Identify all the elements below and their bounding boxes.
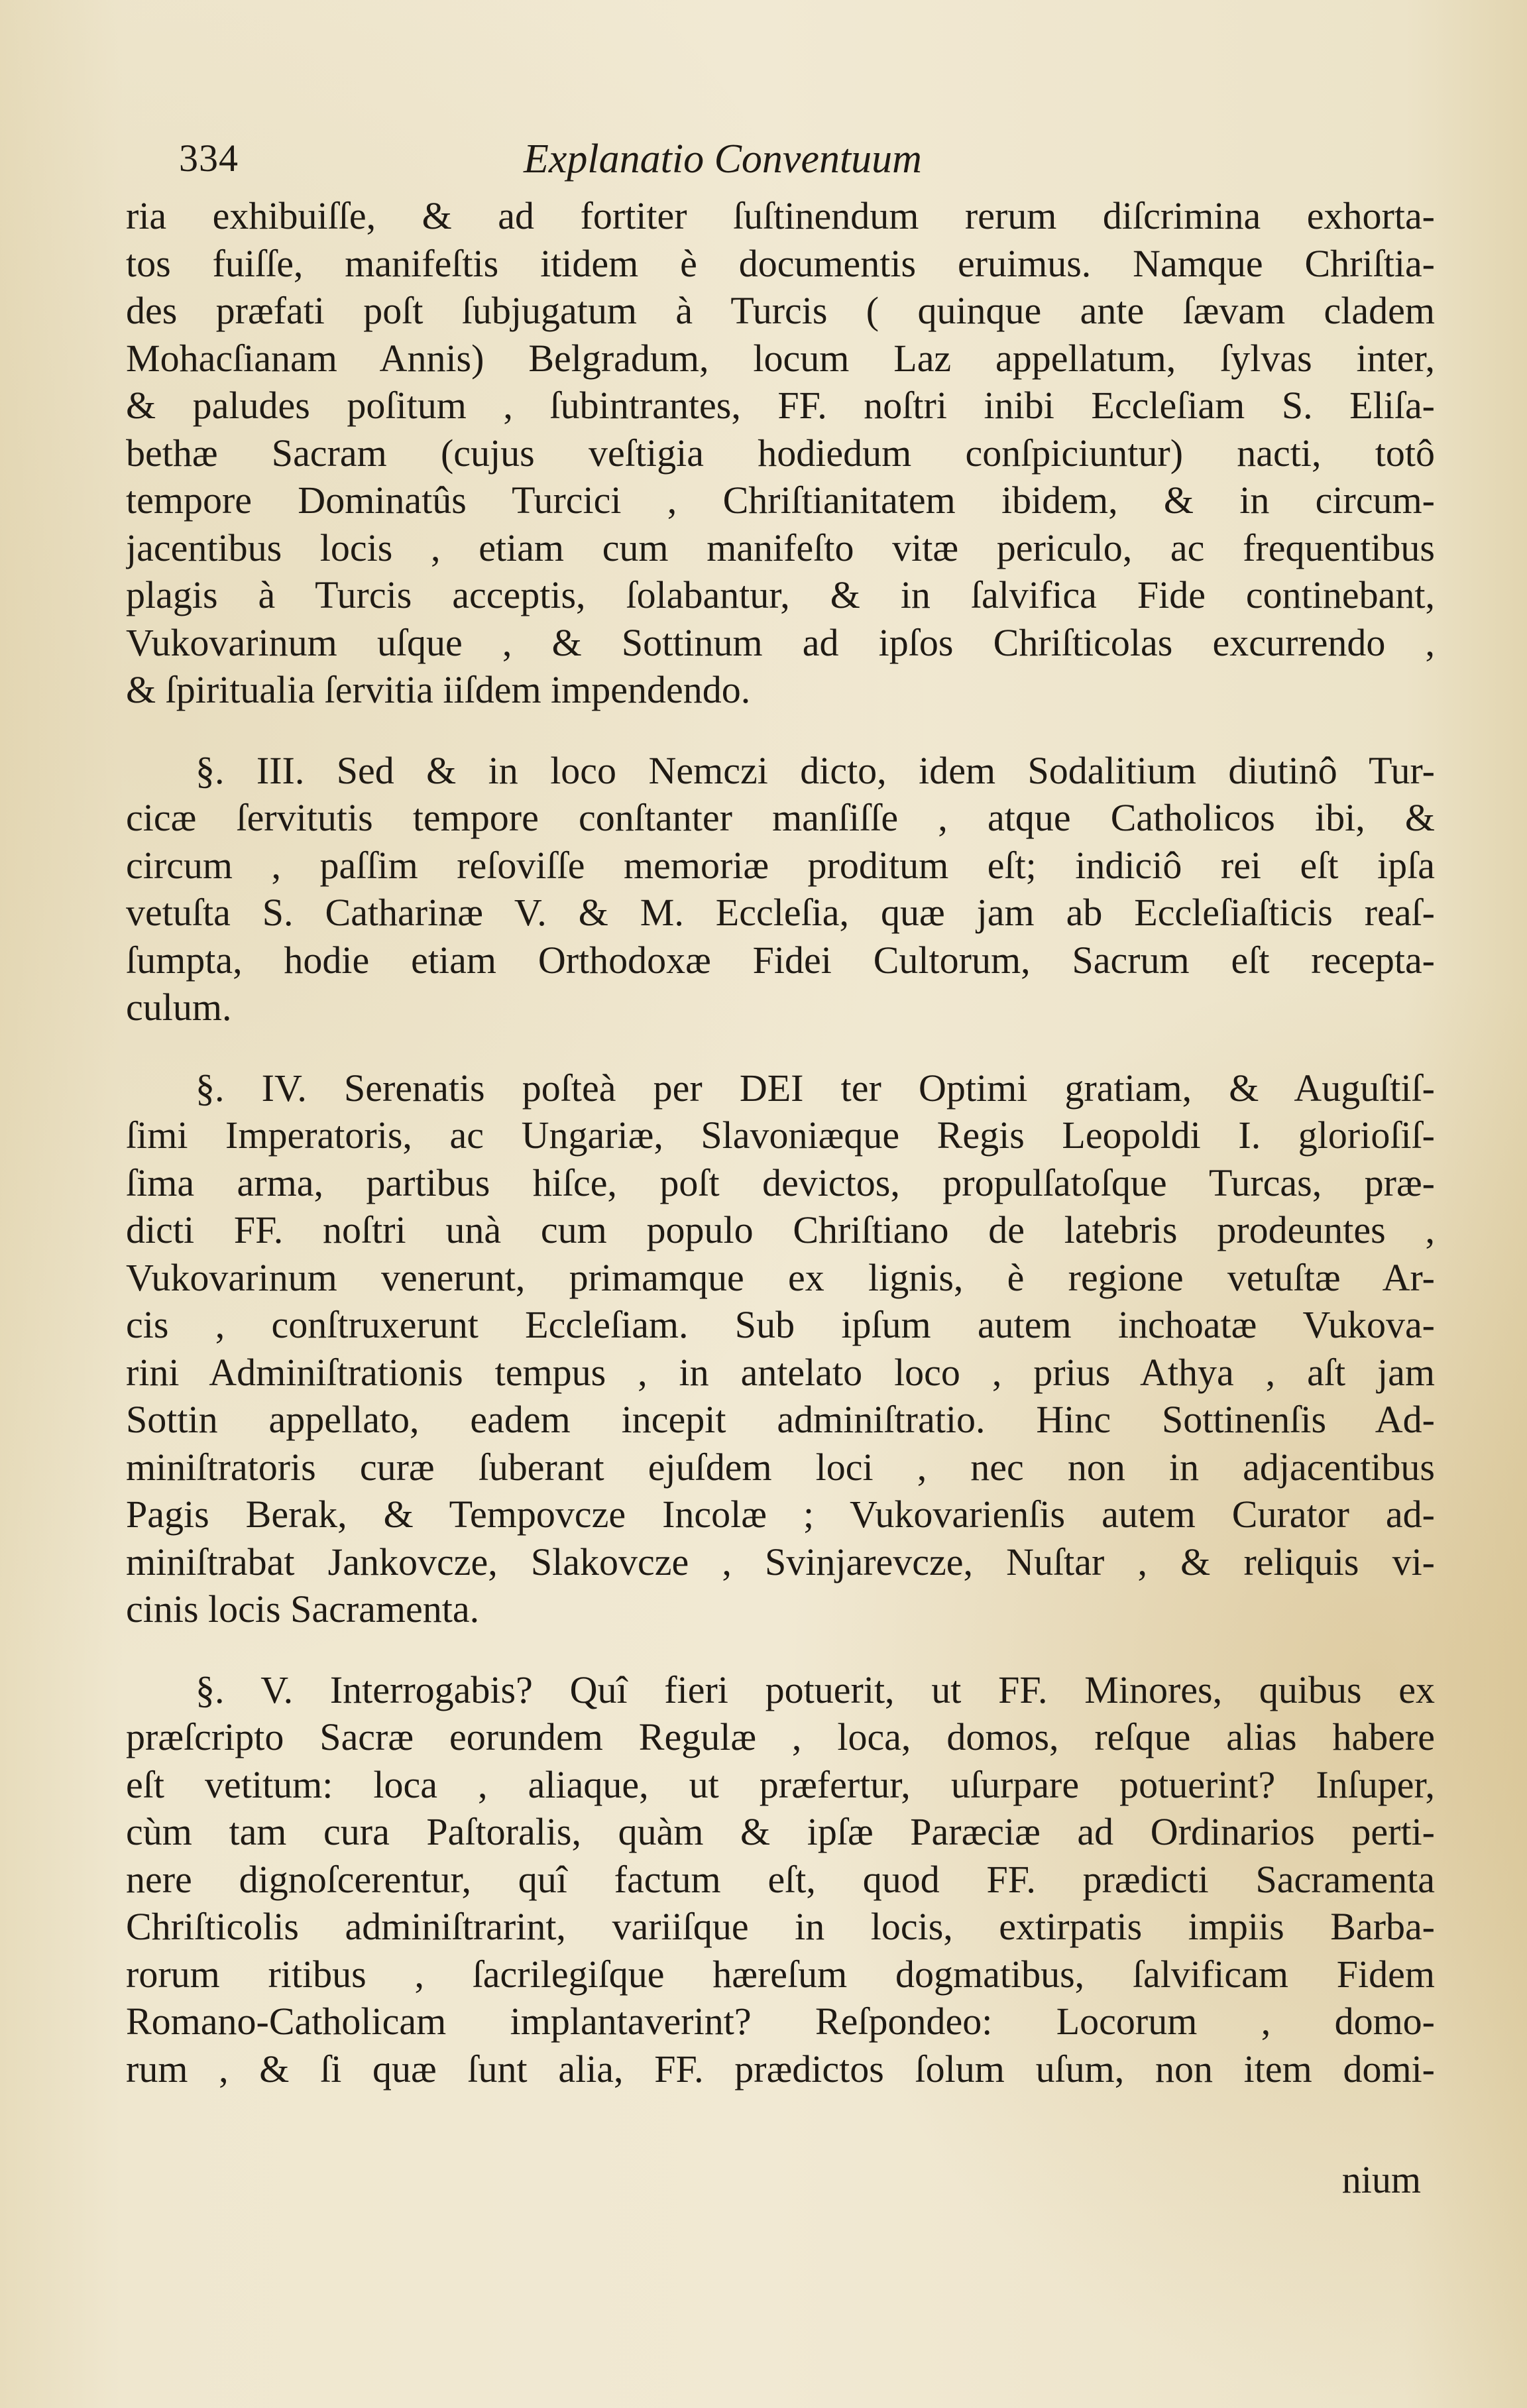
- text-line: §. III. Sed & in loco Nemczi dicto, idem Sodalitium diutinô Tur-: [196, 748, 1435, 792]
- text-line: ſumpta, hodie etiam Orthodoxæ Fidei Cultorum, Sacrum eſt recepta-: [126, 938, 1435, 982]
- text-line: des præfati poſt ſubjugatum à Turcis ( quinque ante ſævam cladem: [126, 289, 1435, 332]
- text-line: Sottin appellato, eadem incepit adminiſtratio. Hinc Sottinenſis Ad-: [126, 1398, 1435, 1441]
- text-line: miniſtratoris curæ ſuberant ejuſdem loci , nec non in adjacentibus: [126, 1445, 1435, 1489]
- paragraph-gap: [126, 1031, 1435, 1064]
- text-line: tos fuiſſe, manifeſtis itidem è documentis eruimus. Namque Chriſtia-: [126, 241, 1435, 285]
- text-line: cùm tam cura Paſtoralis, quàm & ipſæ Paræciæ ad Ordinarios perti-: [126, 1810, 1435, 1853]
- text-line: Pagis Berak, & Tempovcze Incolæ ; Vukovarienſis autem Curator ad-: [126, 1493, 1435, 1536]
- text-line: tempore Dominatûs Turcici , Chriſtianitatem ibidem, & in circum-: [126, 479, 1435, 522]
- text-line: Vukovarinum uſque , & Sottinum ad ipſos Chriſticolas excurrendo ,: [126, 620, 1435, 664]
- text-line: §. V. Interrogabis? Quî fieri potuerit, ut FF. Minores, quibus ex: [196, 1668, 1435, 1711]
- paragraph-gap: [126, 714, 1435, 747]
- page-header: [179, 136, 1434, 189]
- text-line: ſima arma, partibus hiſce, poſt devictos, propulſatoſque Turcas, præ-: [126, 1161, 1435, 1204]
- body-text: [126, 192, 1435, 2093]
- text-line: rorum ritibus , ſacrilegiſque hæreſum dogmatibus, ſalvificam Fidem: [126, 1952, 1435, 1996]
- paragraph-4: [126, 1666, 1435, 2093]
- page-number: 334: [179, 137, 239, 180]
- text-line: Romano-Catholicam implantaverint? Reſpondeo: Locorum , domo-: [126, 2000, 1435, 2043]
- text-line: eſt vetitum: loca , aliaque, ut præfertur, uſurpare potuerint? Inſuper,: [126, 1762, 1435, 1806]
- text-line: cis , conſtruxerunt Eccleſiam. Sub ipſum autem inchoatæ Vukova-: [126, 1303, 1435, 1346]
- text-line: & ſpiritualia ſervitia iiſdem impendendo.: [126, 668, 751, 711]
- text-line: §. IV. Serenatis poſteà per DEI ter Optimi gratiam, & Auguſtiſ-: [196, 1066, 1435, 1110]
- text-line: miniſtrabat Jankovcze, Slakovcze , Svinjarevcze, Nuſtar , & reliquis vi-: [126, 1540, 1435, 1583]
- text-line: Vukovarinum venerunt, primamque ex lignis, è regione vetuſtæ Ar-: [126, 1255, 1435, 1299]
- text-line: cicæ ſervitutis tempore conſtanter manſiſſe , atque Catholicos ibi, &: [126, 796, 1435, 839]
- text-line: Chriſticolis adminiſtrarint, variiſque in locis, extirpatis impiis Barba-: [126, 1905, 1435, 1948]
- text-line: nere dignoſcerentur, quî factum eſt, quod FF. prædicti Sacramenta: [126, 1857, 1435, 1901]
- text-line: vetuſta S. Catharinæ V. & M. Eccleſia, quæ jam ab Eccleſiaſticis reaſ-: [126, 891, 1435, 934]
- text-line: cinis locis Sacramenta.: [126, 1587, 480, 1631]
- text-line: dicti FF. noſtri unà cum populo Chriſtiano de latebris prodeuntes ,: [126, 1208, 1435, 1251]
- text-line: ſimi Imperatoris, ac Ungariæ, Slavoniæque Regis Leopoldi I. glorioſiſ-: [126, 1114, 1435, 1157]
- catchword: nium: [1341, 2158, 1421, 2201]
- text-line: culum.: [126, 986, 232, 1029]
- paragraph-3: [126, 1064, 1435, 1633]
- text-line: jacentibus locis , etiam cum manifeſto vitæ periculo, ac frequentibus: [126, 526, 1435, 569]
- paragraph-1: [126, 192, 1435, 714]
- text-line: & paludes poſitum , ſubintrantes, FF. noſtri inibi Eccleſiam S. Eliſa-: [126, 384, 1435, 427]
- text-line: bethæ Sacram (cujus veſtigia hodiedum conſpiciuntur) nacti, totô: [126, 431, 1435, 475]
- text-line: ria exhibuiſſe, & ad fortiter ſuſtinendum rerum diſcrimina exhorta-: [126, 194, 1435, 237]
- text-line: Mohacſianam Annis) Belgradum, locum Laz appellatum, ſylvas inter,: [126, 336, 1435, 380]
- running-title: Explanatio Conventuum: [524, 137, 922, 182]
- paragraph-gap: [126, 1633, 1435, 1666]
- text-line: præſcripto Sacræ eorundem Regulæ , loca, domos, reſque alias habere: [126, 1715, 1435, 1758]
- text-line: rini Adminiſtrationis tempus , in antelato loco , prius Athya , aſt jam: [126, 1350, 1435, 1394]
- text-line: rum , & ſi quæ ſunt alia, FF. prædictos ſolum uſum, non item domi-: [126, 2047, 1435, 2091]
- text-line: plagis à Turcis acceptis, ſolabantur, & in ſalvifica Fide continebant,: [126, 573, 1435, 616]
- paragraph-2: [126, 747, 1435, 1031]
- text-line: circum , paſſim reſoviſſe memoriæ proditum eſt; indiciô rei eſt ipſa: [126, 843, 1435, 887]
